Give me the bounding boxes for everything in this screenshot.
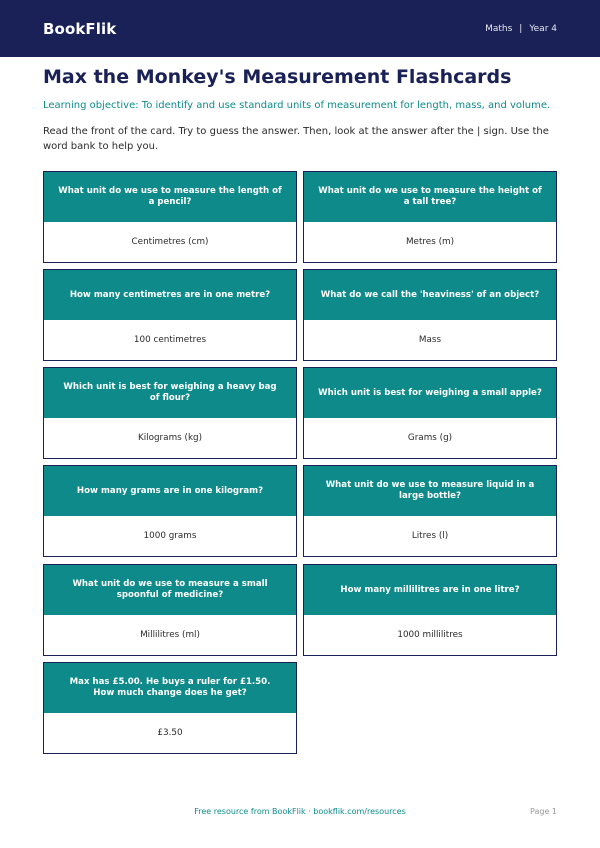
card-back: 1000 millilitres: [397, 630, 463, 640]
flashcard[interactable]: [43, 465, 297, 557]
card-back: Litres (l): [411, 531, 449, 541]
subject-label: Maths: [485, 23, 513, 34]
card-back: Grams (g): [407, 433, 453, 443]
card-back: Millilitres (ml): [140, 630, 200, 640]
flashcard[interactable]: [303, 367, 557, 459]
card-back: 1000 grams: [143, 531, 197, 541]
footer-credit-link[interactable]: Free resource from BookFlik · bookflik.com/resources: [194, 807, 406, 816]
card-back: Metres (m): [405, 237, 455, 247]
card-front: How many centimetres are in one metre?: [44, 270, 296, 320]
flashcard[interactable]: [43, 269, 297, 361]
card-back: Kilograms (kg): [137, 433, 203, 443]
flashcard[interactable]: [303, 564, 557, 656]
card-back: Centimetres (cm): [131, 237, 209, 247]
card-front: Which unit is best for weighing a heavy bag of flour?: [44, 368, 296, 418]
card-front: Max has £5.00. He buys a ruler for £1.50. How much change does he get?: [44, 663, 296, 713]
header-bar: [0, 0, 600, 57]
header-meta: [485, 24, 557, 34]
card-front: Which unit is best for weighing a small apple?: [304, 368, 556, 418]
year-label: Year 4: [529, 23, 557, 34]
card-front: How many millilitres are in one litre?: [304, 565, 556, 615]
flashcard[interactable]: [43, 662, 297, 754]
page-number: Page 1: [530, 807, 557, 816]
card-front: How many grams are in one kilogram?: [44, 466, 296, 516]
flashcard[interactable]: [43, 367, 297, 459]
card-back: Mass: [418, 335, 442, 345]
page-title: Max the Monkey's Measurement Flashcards: [43, 66, 512, 88]
meta-separator: |: [519, 23, 523, 34]
flashcard[interactable]: [43, 564, 297, 656]
card-back: £3.50: [157, 728, 183, 738]
flashcard[interactable]: [303, 171, 557, 263]
card-front: What do we call the 'heaviness' of an object?: [304, 270, 556, 320]
instructions: Read the front of the card. Try to guess the answer. Then, look at the answer after the | sign. Use the word bank to help you.: [43, 126, 549, 152]
card-front: What unit do we use to measure liquid in a large bottle?: [304, 466, 556, 516]
learning-objective: Learning objective: To identify and use standard units of measurement for length, mass, and volume.: [43, 100, 551, 111]
card-front: What unit do we use to measure the height of a tall tree?: [304, 172, 556, 222]
flashcard[interactable]: [303, 269, 557, 361]
flashcard[interactable]: [43, 171, 297, 263]
card-back: 100 centimetres: [133, 335, 207, 345]
card-front: What unit do we use to measure the length of a pencil?: [44, 172, 296, 222]
card-front: What unit do we use to measure a small spoonful of medicine?: [44, 565, 296, 615]
flashcard[interactable]: [303, 465, 557, 557]
brand-logo-text[interactable]: BookFlik: [43, 19, 117, 38]
